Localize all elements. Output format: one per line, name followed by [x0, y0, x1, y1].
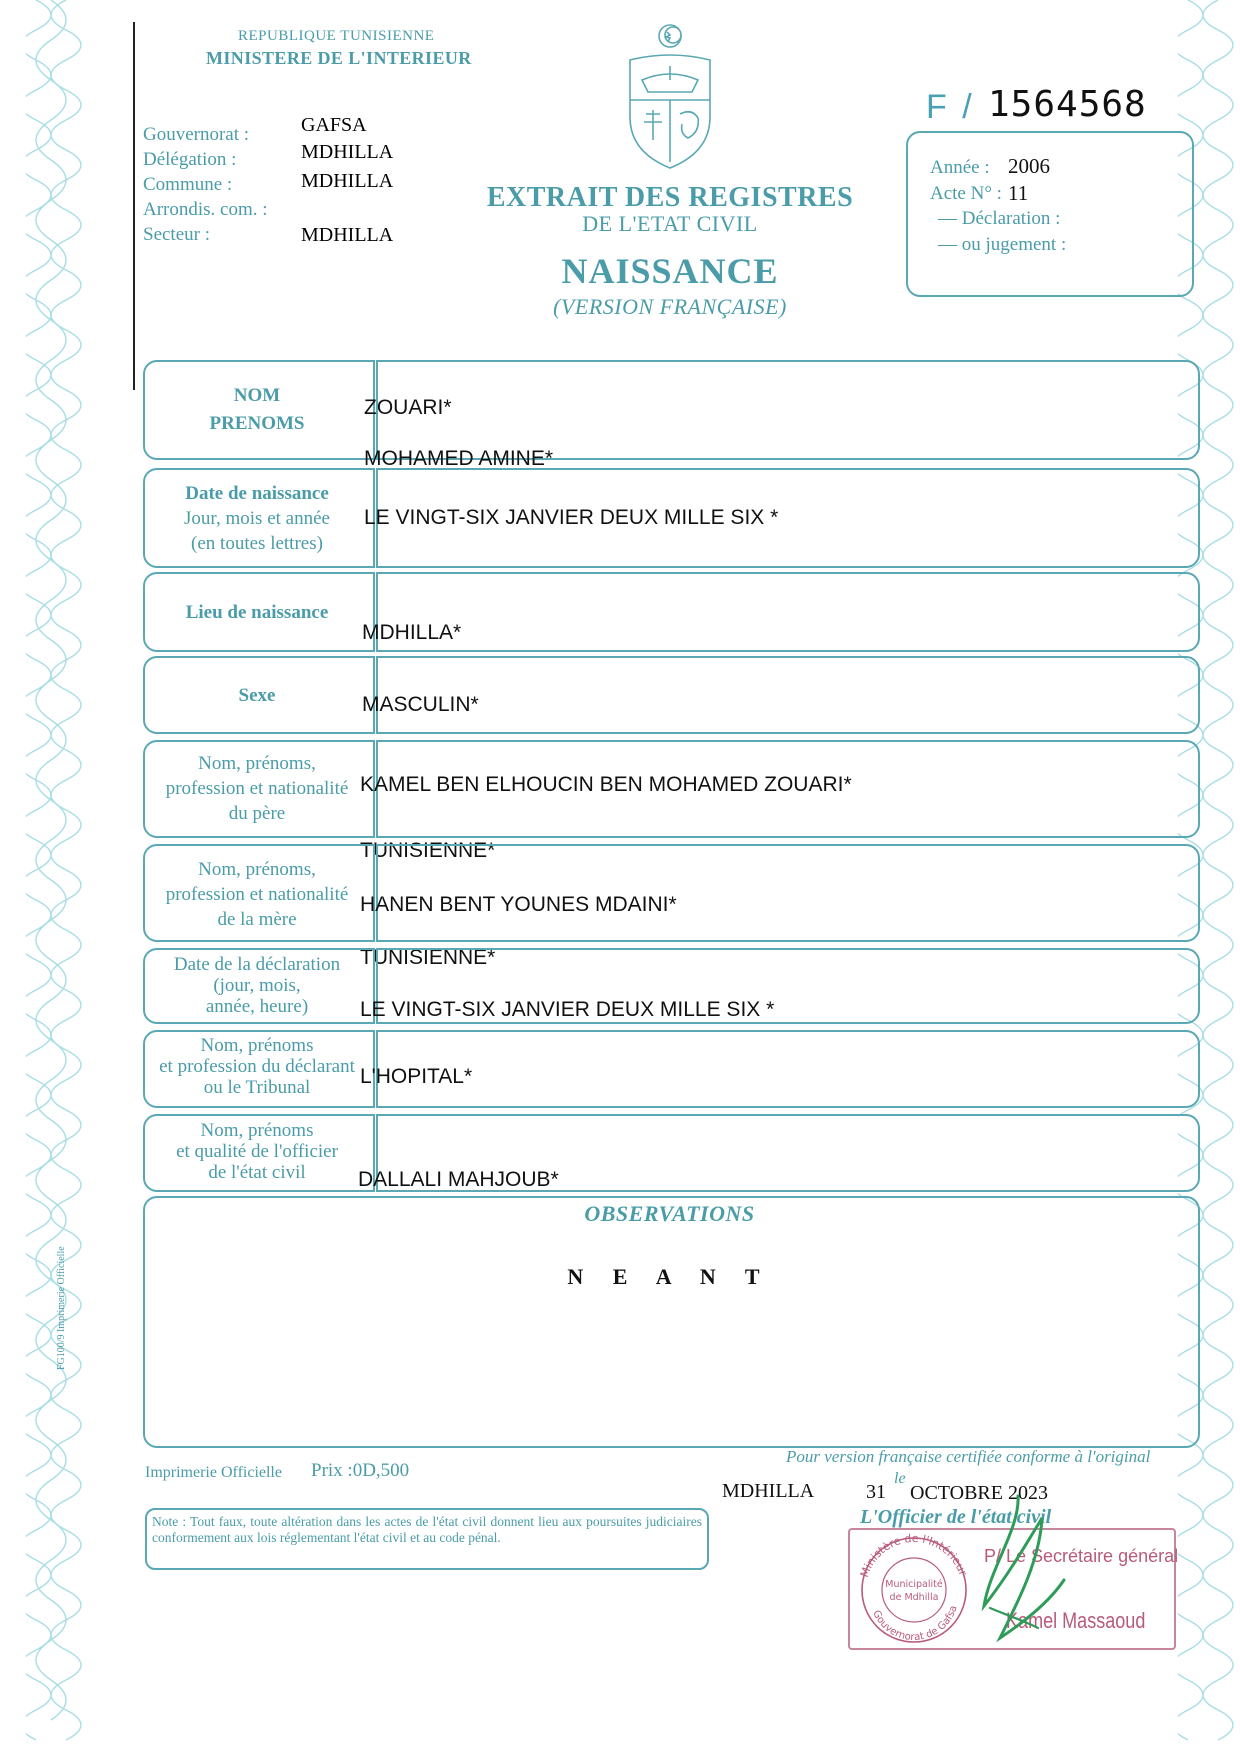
pere-nationalite-value: TUNISIENNE* — [360, 839, 496, 862]
coat-of-arms-emblem — [620, 22, 720, 172]
row-date-naissance-label — [143, 481, 371, 556]
prenoms-label: PRENOMS — [209, 413, 305, 434]
certifiee-text: Pour version française certifiée conforme à l'original — [786, 1447, 1151, 1466]
stamp-seal — [854, 1532, 974, 1644]
delegation-value: MDHILLA — [301, 141, 394, 163]
imprimerie-label: Imprimerie Officielle — [145, 1464, 282, 1481]
mere-label-line2: profession et nationalité — [165, 884, 349, 905]
acte-label: Acte N° : — [930, 183, 1002, 204]
pere-label-line2: profession et nationalité — [165, 778, 349, 799]
lieu-value: MDHILLA — [722, 1480, 815, 1502]
mois-annee-value: OCTOBRE 2023 — [910, 1482, 1048, 1504]
stamp-line1: P/ Le Secrétaire général — [984, 1546, 1179, 1566]
mere-label-line1: Nom, prénoms, — [198, 859, 316, 880]
declaration-date-label-line1: Date de la déclaration — [173, 954, 341, 975]
date-naissance-label-line3: (en toutes lettres) — [191, 533, 323, 554]
declarant-label-line1: Nom, prénoms — [200, 1035, 314, 1056]
annee-label: Année : — [930, 157, 990, 178]
mere-nationalite-value: TUNISIENNE* — [360, 946, 496, 969]
gouvernorat-value: GAFSA — [301, 114, 367, 136]
prix-label: Prix :0D,500 — [311, 1460, 410, 1481]
arrondissement-label: Arrondis. com. : — [143, 199, 268, 220]
nom-label: NOM — [233, 385, 281, 406]
ministry-label: MINISTERE DE L'INTERIEUR — [206, 48, 472, 68]
declarant-label-line3: ou le Tribunal — [203, 1077, 311, 1098]
row-nom-label — [143, 383, 371, 436]
row-declaration-label — [143, 954, 371, 1017]
stamp-ring-top: Ministère de l'Intérieur — [857, 1532, 970, 1580]
serial-number: 1564568 — [988, 84, 1147, 125]
declarant-value: L'HOPITAL* — [360, 1065, 473, 1088]
le-label: le — [894, 1470, 906, 1487]
jour-value: 31 — [866, 1481, 886, 1503]
mere-value: HANEN BENT YOUNES MDAINI* — [360, 893, 677, 916]
serial-prefix: F / — [926, 88, 975, 126]
row-mere-label — [143, 857, 371, 932]
row-lieu-value-box — [376, 572, 1200, 652]
sexe-label: Sexe — [238, 685, 276, 706]
row-officier-label — [143, 1120, 371, 1183]
officier-label-line3: de l'état civil — [208, 1162, 306, 1183]
stamp-center-line1: Municipalité — [885, 1579, 943, 1590]
title-etat-civil: DE L'ETAT CIVIL — [582, 211, 758, 236]
officier-label-line1: Nom, prénoms — [200, 1120, 314, 1141]
nom-value: ZOUARI* — [364, 396, 452, 419]
delegation-label: Délégation : — [143, 149, 237, 170]
title-version: (VERSION FRANÇAISE) — [553, 294, 787, 319]
officier-label-line2: et qualité de l'officier — [176, 1141, 338, 1162]
observations-title: OBSERVATIONS — [584, 1201, 755, 1226]
row-sexe-value-box — [376, 656, 1200, 734]
secteur-label: Secteur : — [143, 224, 211, 245]
observations-text: N E A N T — [567, 1264, 772, 1289]
officier-value: DALLALI MAHJOUB* — [358, 1168, 559, 1191]
sexe-value: MASCULIN* — [362, 693, 479, 716]
pere-value: KAMEL BEN ELHOUCIN BEN MOHAMED ZOUARI* — [360, 773, 852, 796]
prenoms-value: MOHAMED AMINE* — [364, 447, 554, 470]
annee-value: 2006 — [1008, 154, 1050, 178]
lieu-naissance-label: Lieu de naissance — [185, 602, 329, 623]
lieu-naissance-value: MDHILLA* — [362, 621, 462, 644]
jugement-label: — ou jugement : — [938, 234, 1067, 255]
declaration-date-label-line3: année, heure) — [205, 996, 309, 1017]
handwritten-signature — [960, 1488, 1080, 1648]
header-vertical-rule — [133, 22, 135, 390]
secteur-value: MDHILLA — [301, 224, 394, 246]
stamp-center-line2: de Mdhilla — [889, 1592, 939, 1603]
declaration-label: — Déclaration : — [938, 208, 1061, 229]
printer-side-code: FG100/9 Imprimerie Officielle — [56, 1246, 67, 1370]
stamp-line2: Kamel Massaoud — [1006, 1608, 1146, 1633]
row-declarant-value-box — [376, 1030, 1200, 1108]
row-pere-label — [143, 751, 371, 826]
title-extrait: EXTRAIT DES REGISTRES — [486, 182, 854, 213]
gouvernorat-label: Gouvernorat : — [143, 124, 250, 145]
commune-label: Commune : — [143, 174, 233, 195]
stamp-ring-bottom: Gouvernorat de Gafsa — [870, 1604, 960, 1644]
declarant-label-line2: et profession du déclarant — [159, 1056, 355, 1077]
row-declarant-label — [143, 1035, 371, 1098]
mere-label-line3: de la mère — [217, 909, 297, 930]
observations-box — [143, 1196, 1200, 1448]
title-naissance: NAISSANCE — [561, 251, 779, 291]
pere-label-line1: Nom, prénoms, — [198, 753, 316, 774]
republic-label: REPUBLIQUE TUNISIENNE — [238, 28, 435, 44]
officier-signature-label: L'Officier de l'état civil — [860, 1506, 1052, 1528]
row-nom-value-box — [376, 360, 1200, 460]
pere-label-line3: du père — [228, 803, 286, 824]
declaration-date-label-line2: (jour, mois, — [213, 975, 301, 996]
acte-value: 11 — [1008, 181, 1029, 205]
acte-box — [906, 131, 1194, 297]
left-guilloche-border — [26, 0, 88, 1754]
date-naissance-label-line2: Jour, mois et année — [184, 508, 330, 529]
note-text: Note : Tout faux, toute altération dans les actes de l'état civil donnent lieu aux poursuites judiciaires conformement aux lois réglementant l'état civil et au code pénal. — [152, 1514, 702, 1545]
declaration-date-value: LE VINGT-SIX JANVIER DEUX MILLE SIX * — [360, 998, 775, 1021]
date-naissance-label-line1: Date de naissance — [185, 483, 329, 504]
commune-value: MDHILLA — [301, 170, 394, 192]
date-naissance-value: LE VINGT-SIX JANVIER DEUX MILLE SIX * — [364, 506, 779, 529]
